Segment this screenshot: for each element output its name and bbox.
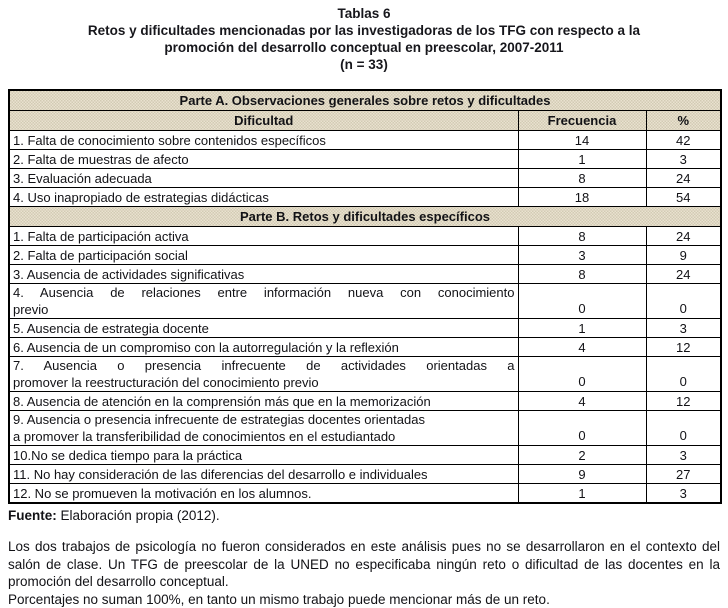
table-row [9,246,721,265]
difficulty-cell: 4. Uso inapropiado de estrategias didácticas [9,188,518,207]
label-line-1: 4. Ausencia de relaciones entre información nueva con conocimiento [13,284,515,301]
percent-cell: 3 [646,446,721,465]
table-row [9,484,721,504]
difficulty-cell: 6. Ausencia de un compromiso con la autorregulación y la reflexión [9,338,518,357]
source-text: Elaboración propia (2012). [61,508,220,523]
note-paragraph-2: Porcentajes no suman 100%, en tanto un mismo trabajo puede mencionar más de un reto. [8,591,720,608]
frequency-cell: 1 [518,484,646,504]
label-line-2: a promover la transferibilidad de conocimientos en el estudiantado [13,428,515,445]
difficulty-cell [9,284,518,319]
table-row [9,319,721,338]
frequency-cell: 9 [518,465,646,484]
percent-cell: 0 [646,284,721,319]
frequency-cell: 8 [518,227,646,246]
label-line-2: previo [13,301,515,318]
column-header-row [9,111,721,131]
part-b-header: Parte B. Retos y dificultades específicos [9,207,721,227]
frequency-cell: 8 [518,169,646,188]
table-row [9,227,721,246]
table-row [9,357,721,392]
column-header-frecuencia: Frecuencia [518,111,646,131]
frequency-cell: 1 [518,319,646,338]
percent-cell: 24 [646,169,721,188]
percent-cell: 3 [646,319,721,338]
label-line-1: 7. Ausencia o presencia infrecuente de actividades orientadas a [13,357,515,374]
part-b-header-row [9,207,721,227]
title-line-2: Retos y dificultades mencionadas por las investigadoras de los TFG con respecto a la [8,22,720,39]
frequency-cell: 0 [518,357,646,392]
frequency-cell: 3 [518,246,646,265]
table-row [9,465,721,484]
percent-cell: 12 [646,392,721,411]
difficulty-cell: 10.No se dedica tiempo para la práctica [9,446,518,465]
title-line-3: promoción del desarrollo conceptual en preescolar, 2007-2011 [8,39,720,56]
percent-cell: 24 [646,227,721,246]
frequency-cell: 14 [518,131,646,150]
source-line [8,507,720,525]
note-paragraph: Los dos trabajos de psicología no fueron considerados en este análisis pues no se desarrollaron en el contexto del salón de clase. Un TFG de preescolar de la UNED no especificaba ningún reto o dificultad de las docentes en la promoción del desarrollo conceptual. [8,538,720,591]
percent-cell: 24 [646,265,721,284]
percent-cell: 12 [646,338,721,357]
results-table [8,89,722,504]
table-row [9,392,721,411]
part-a-header-row [9,90,721,111]
table-row [9,265,721,284]
table-row [9,446,721,465]
table-row [9,131,721,150]
title-line-4: (n = 33) [8,56,720,73]
percent-cell: 27 [646,465,721,484]
percent-cell: 3 [646,150,721,169]
title-line-1: Tablas 6 [8,5,720,22]
column-header-percent: % [646,111,721,131]
percent-cell: 9 [646,246,721,265]
label-line-2: promover la reestructuración del conocimiento previo [13,374,515,391]
difficulty-cell: 2. Falta de participación social [9,246,518,265]
frequency-cell: 4 [518,338,646,357]
percent-cell: 0 [646,411,721,446]
percent-cell: 3 [646,484,721,504]
percent-cell: 54 [646,188,721,207]
difficulty-cell: 2. Falta de muestras de afecto [9,150,518,169]
difficulty-cell: 12. No se promueven la motivación en los alumnos. [9,484,518,504]
frequency-cell: 8 [518,265,646,284]
source-label: Fuente: [8,508,57,523]
table-row [9,150,721,169]
frequency-cell: 2 [518,446,646,465]
part-a-header: Parte A. Observaciones generales sobre retos y dificultades [9,90,721,111]
column-header-dificultad: Dificultad [9,111,518,131]
difficulty-cell [9,411,518,446]
label-line-1: 9. Ausencia o presencia infrecuente de estrategias docentes orientadas [13,411,515,428]
difficulty-cell: 3. Evaluación adecuada [9,169,518,188]
table-row [9,284,721,319]
difficulty-cell [9,357,518,392]
table-title [8,5,720,73]
percent-cell: 42 [646,131,721,150]
table-row [9,411,721,446]
frequency-cell: 1 [518,150,646,169]
difficulty-cell: 3. Ausencia de actividades significativas [9,265,518,284]
difficulty-cell: 1. Falta de participación activa [9,227,518,246]
difficulty-cell: 8. Ausencia de atención en la comprensión más que en la memorización [9,392,518,411]
frequency-cell: 4 [518,392,646,411]
difficulty-cell: 5. Ausencia de estrategia docente [9,319,518,338]
difficulty-cell: 11. No hay consideración de las diferencias del desarrollo e individuales [9,465,518,484]
difficulty-cell: 1. Falta de conocimiento sobre contenidos específicos [9,131,518,150]
frequency-cell: 0 [518,411,646,446]
frequency-cell: 0 [518,284,646,319]
table-row [9,188,721,207]
table-row [9,169,721,188]
table-row [9,338,721,357]
percent-cell: 0 [646,357,721,392]
frequency-cell: 18 [518,188,646,207]
